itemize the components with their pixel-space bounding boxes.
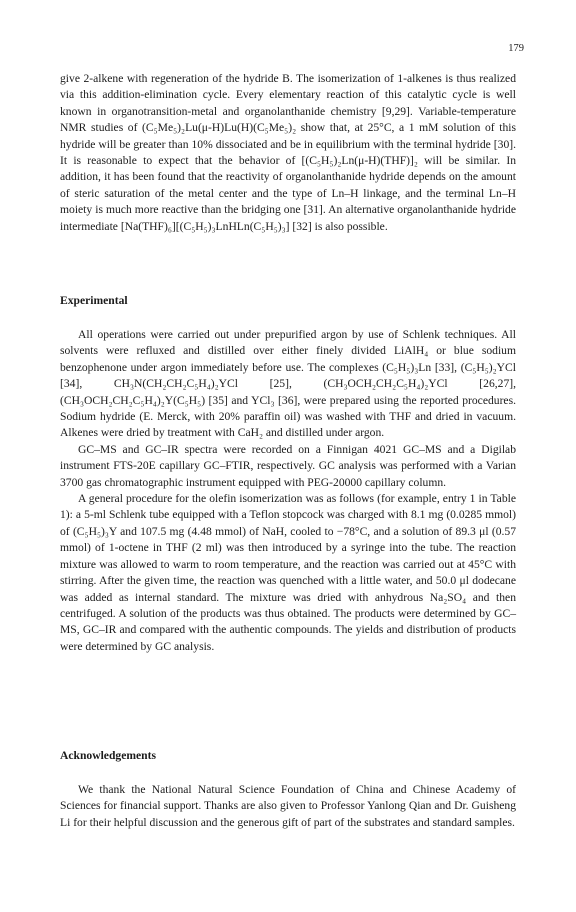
acknowledgements-section (60, 782, 516, 831)
page-number: 179 (508, 43, 524, 54)
acknowledgements-paragraph-1: We thank the National Natural Science Foundation of China and Chinese Academy of Sciences for financial support. Thanks are also given to Professor Yanlong Qian and Dr. Guisheng Li for their helpful discussion and the generous gift of part of the substrates and standard samples. (60, 783, 516, 829)
intro-section (60, 71, 516, 235)
intro-paragraph-1: give 2-alkene with regeneration of the hydride B. The isomerization of 1-alkenes is thus realized via this addition-elimination cycle. Every elementary reaction of this catalytic cycle is well known in organotransition-metal and organolanthanide chemistry [9,29]. Variable-temperature NMR studies of (C₅Me₅)₂Lu(μ-H)Lu(H)(C₅Me₅)₂ show that, at 25°C, a 1 mM solution of this hydride will be greater than 10% dissociated and be in equilibrium with the terminal hydride [30]. It is reasonable to expect that the behavior of [(C₅H₅)₂Ln(μ-H)(THF)]₂ will be similar. In addition, it has been found that the reactivity of organolanthanide hydride depends on the amount of steric saturation of the metal center and the type of Ln–H linkage, and the terminal Ln–H moiety is much more reactive than the bridging one [31]. An alternative organolanthanide hydride intermediate [Na(THF)₆][(C₅H₅)₃LnHLn(C₅H₅)₃] [32] is also possible. (60, 72, 516, 233)
experimental-paragraph-1: All operations were carried out under prepurified argon by use of Schlenk techniques. All solvents were refluxed and distilled over either finely divided LiAlH₄ or blue sodium benzophenone under argon immediately before use. The complexes (C₅H₅)₃Ln [33], (C₅H₅)₂YCl [34], CH₃N(CH₂CH₂C₅H₄)₂YCl [25], (CH₃OCH₂CH₂C₅H₄)₂YCl [26,27], (CH₃OCH₂CH₂C₅H₄)₂Y(C₅H₅) [35] and YCl₃ [36], were prepared using the reported procedures. Sodium hydride (E. Merck, with 20% paraffin oil) was washed with THF and dried in vacuum. Alkenes were dried by treatment with CaH₂ and distilled under argon. (60, 328, 516, 440)
acknowledgements-heading: Acknowledgements (60, 749, 156, 762)
experimental-paragraph-2: GC–MS and GC–IR spectra were recorded on a Finnigan 4021 GC–MS and a Digilab instrument FTS-20E capillary GC–FTIR, respectively. GC analysis was performed with a Varian 3700 gas chromatographic instrument equipped with PEG-20000 capillary column. (60, 442, 516, 489)
experimental-paragraph-3: A general procedure for the olefin isomerization was as follows (for example, entry 1 in Table 1): a 5-ml Schlenk tube equipped with a Teflon stopcock was charged with 8.1 mg (0.0285 mmol) of (C₅H₅)₃Y and 107.5 mg (4.48 mmol) of NaH, cooled to −78°C, and a solution of 89.3 μl (0.57 mmol) of 1-octene in THF (2 ml) was then introduced by a syringe into the tube. The reaction mixture was allowed to warm to room temperature, and the reaction was carried out at 45°C with stirring. After the given time, the reaction was quenched with a little water, and 50.0 μl dodecane was added as internal standard. The mixture was dried with anhydrous Na₂SO₄ and then centrifuged. A solution of the products was thus obtained. The products were determined by GC–MS, GC–IR and compared with the authentic compounds. The yields and distribution of products were determined by GC analysis. (60, 492, 516, 653)
experimental-heading: Experimental (60, 294, 128, 307)
experimental-section (60, 327, 516, 655)
